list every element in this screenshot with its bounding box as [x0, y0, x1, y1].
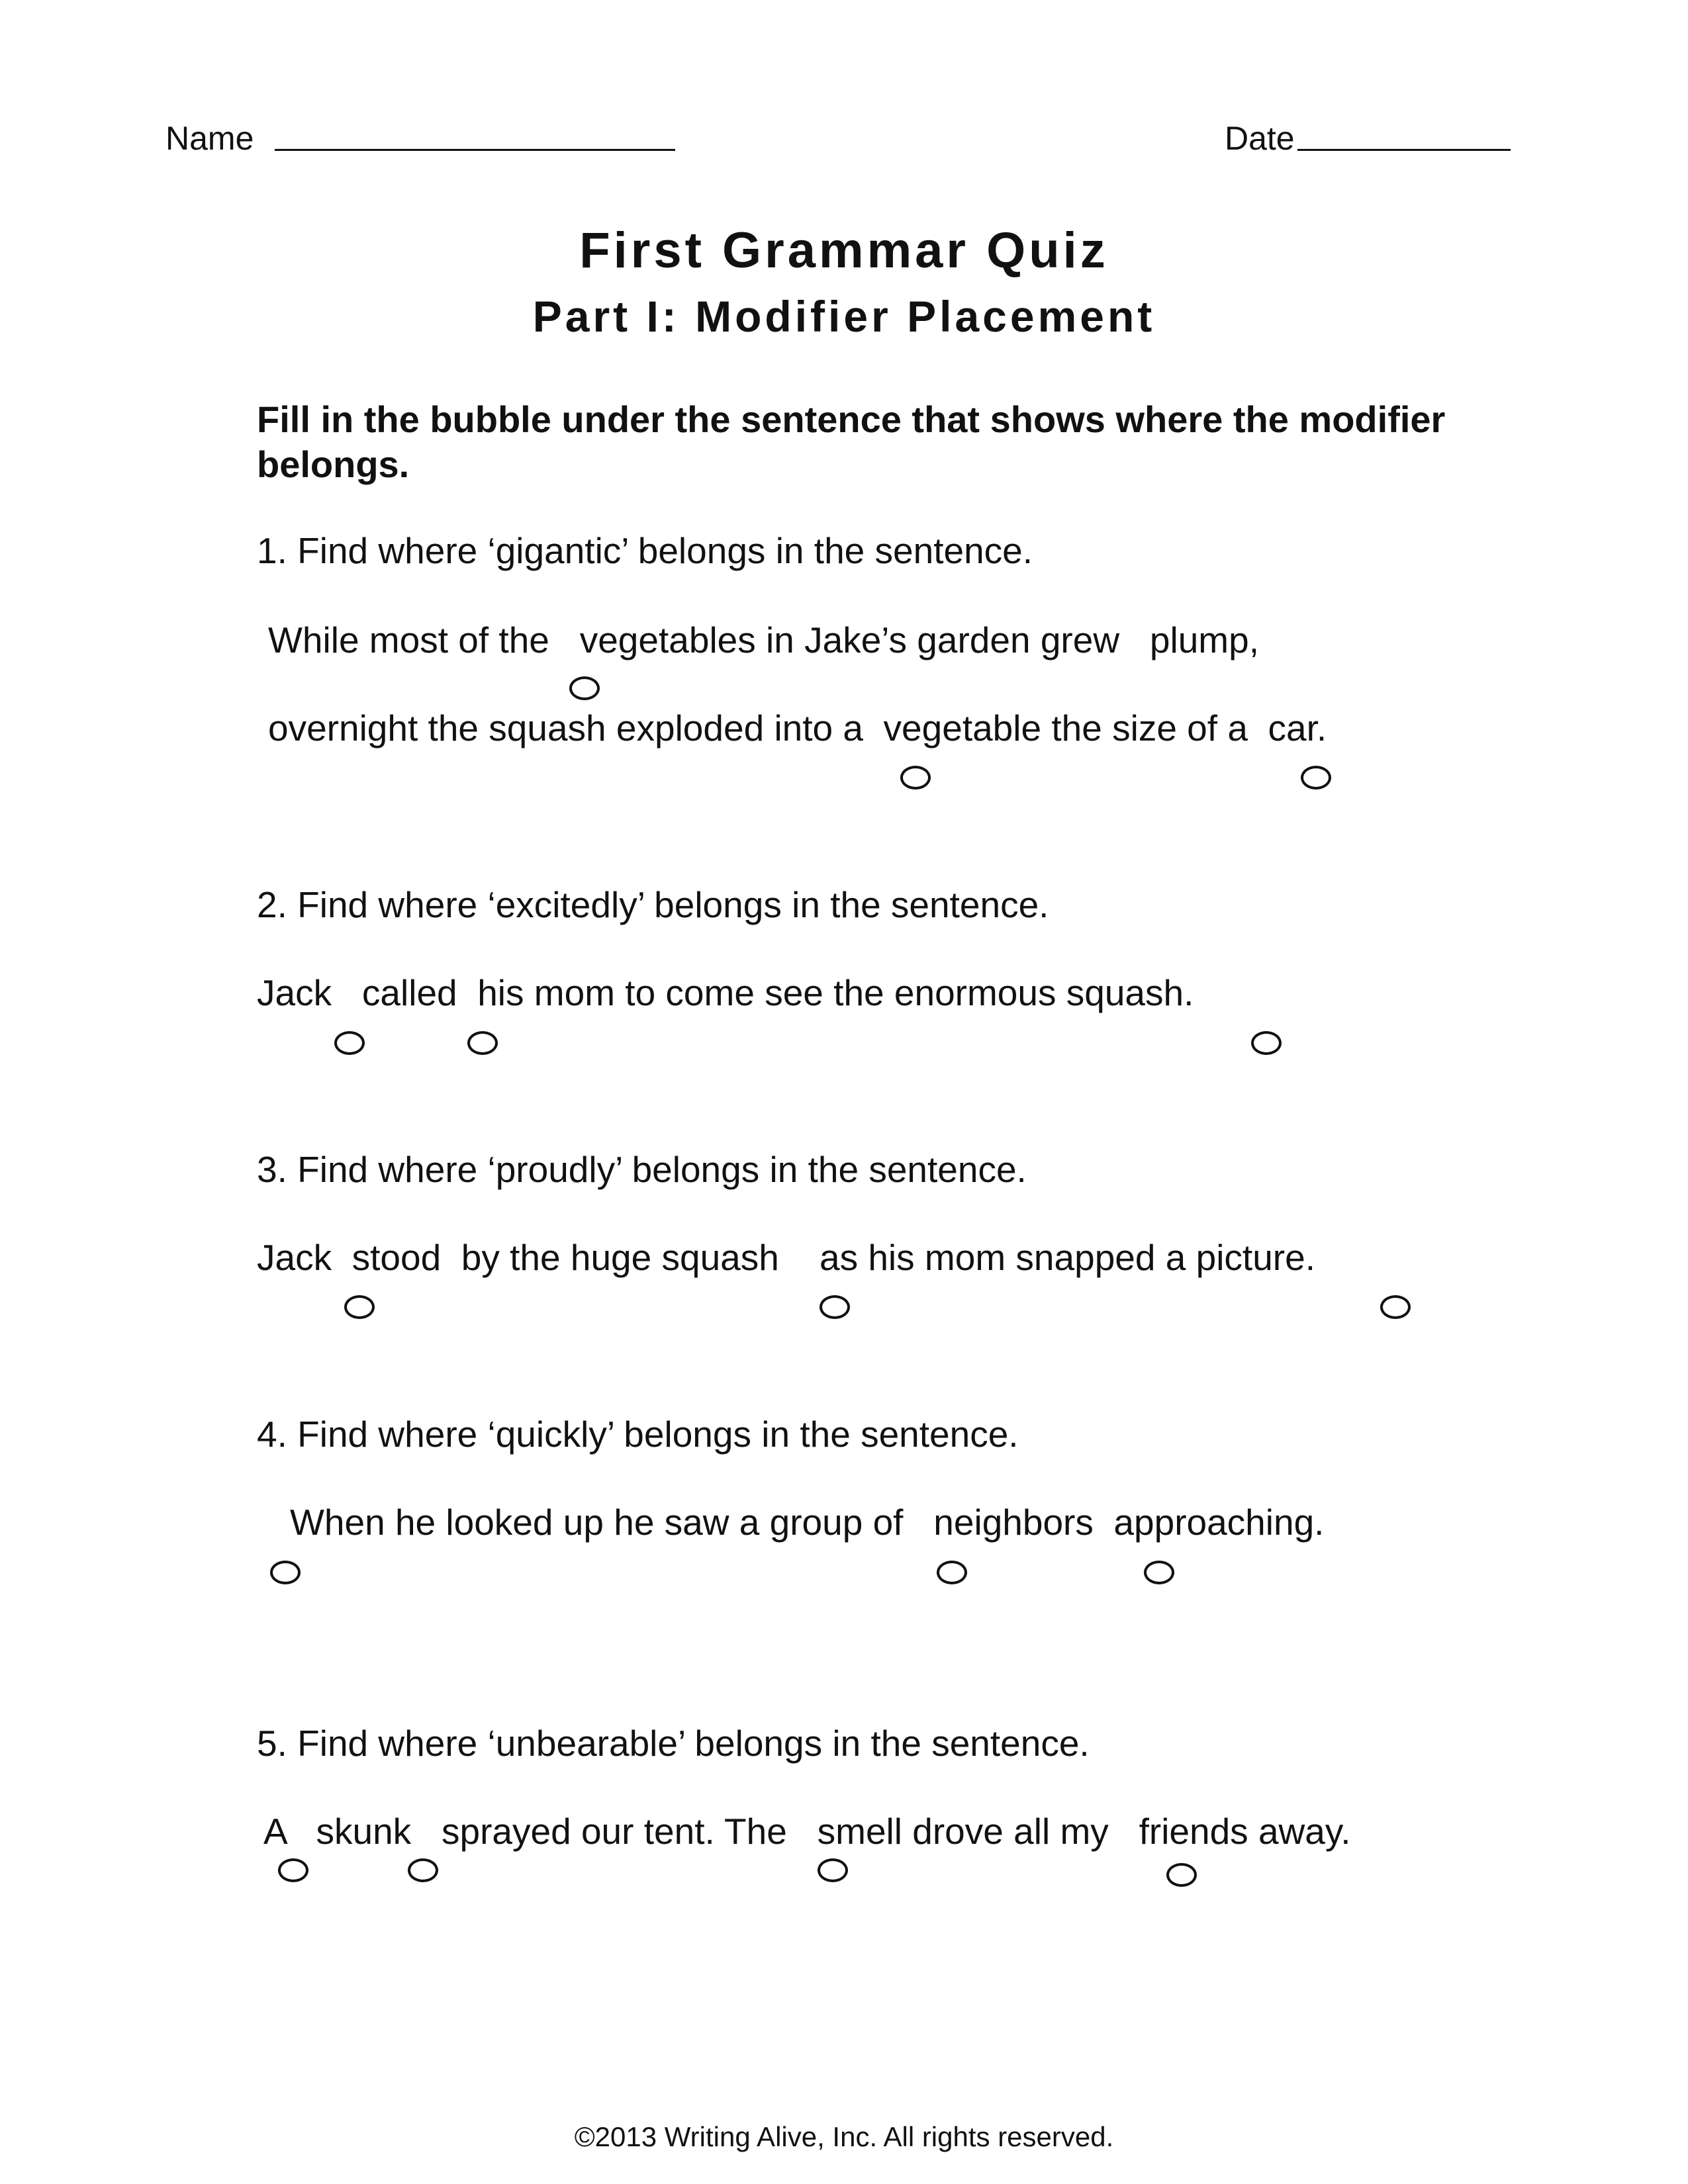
copyright-footer: ©2013 Writing Alive, Inc. All rights reserved.: [574, 2121, 1114, 2152]
question-3-prompt: 3. Find where ‘proudly’ belongs in the sentence.: [257, 1149, 1027, 1190]
question-5-bubble-b[interactable]: [408, 1858, 438, 1882]
question-1-sentence-line-1: While most of the vegetables in Jake’s garden grew plump,: [268, 619, 1259, 660]
question-3-bubble-b[interactable]: [820, 1295, 850, 1319]
question-4-bubble-a[interactable]: [270, 1561, 301, 1584]
question-5-bubble-a[interactable]: [278, 1858, 308, 1882]
question-3-bubble-c[interactable]: [1380, 1295, 1411, 1319]
question-4-bubble-c[interactable]: [1144, 1561, 1174, 1584]
question-1-sentence-line-2: overnight the squash exploded into a vegetable the size of a car.: [268, 707, 1327, 749]
question-4-bubble-b[interactable]: [937, 1561, 967, 1584]
question-1-prompt: 1. Find where ‘gigantic’ belongs in the sentence.: [257, 530, 1033, 571]
question-1-bubble-b[interactable]: [900, 766, 931, 790]
page-title: First Grammar Quiz: [579, 222, 1109, 279]
question-2-bubble-a[interactable]: [334, 1031, 365, 1055]
question-2-prompt: 2. Find where ‘excitedly’ belongs in the sentence.: [257, 884, 1049, 925]
question-3-sentence: Jack stood by the huge squash as his mom snapped a picture.: [257, 1237, 1315, 1278]
question-5-prompt: 5. Find where ‘unbearable’ belongs in the sentence.: [257, 1723, 1090, 1764]
question-5-bubble-d[interactable]: [1166, 1863, 1197, 1887]
question-2-bubble-c[interactable]: [1251, 1031, 1282, 1055]
name-label: Name: [165, 120, 254, 157]
date-label: Date: [1225, 120, 1295, 157]
question-5-sentence: A skunk sprayed our tent. The smell drove all my friends away.: [263, 1811, 1351, 1852]
question-2-bubble-b[interactable]: [467, 1031, 498, 1055]
question-5-bubble-c[interactable]: [818, 1858, 848, 1882]
question-1-bubble-c[interactable]: [1301, 766, 1331, 790]
instructions: Fill in the bubble under the sentence that shows where the modifier belongs.: [257, 398, 1446, 485]
date-input-line[interactable]: [1297, 149, 1511, 151]
name-input-line[interactable]: [275, 149, 675, 151]
question-1-bubble-a[interactable]: [569, 676, 600, 700]
question-4-sentence: When he looked up he saw a group of neighbors approaching.: [290, 1502, 1325, 1543]
question-4-prompt: 4. Find where ‘quickly’ belongs in the sentence.: [257, 1414, 1019, 1455]
question-3-bubble-a[interactable]: [344, 1295, 375, 1319]
page-subtitle: Part I: Modifier Placement: [532, 292, 1156, 341]
question-2-sentence: Jack called his mom to come see the enormous squash.: [257, 972, 1194, 1013]
